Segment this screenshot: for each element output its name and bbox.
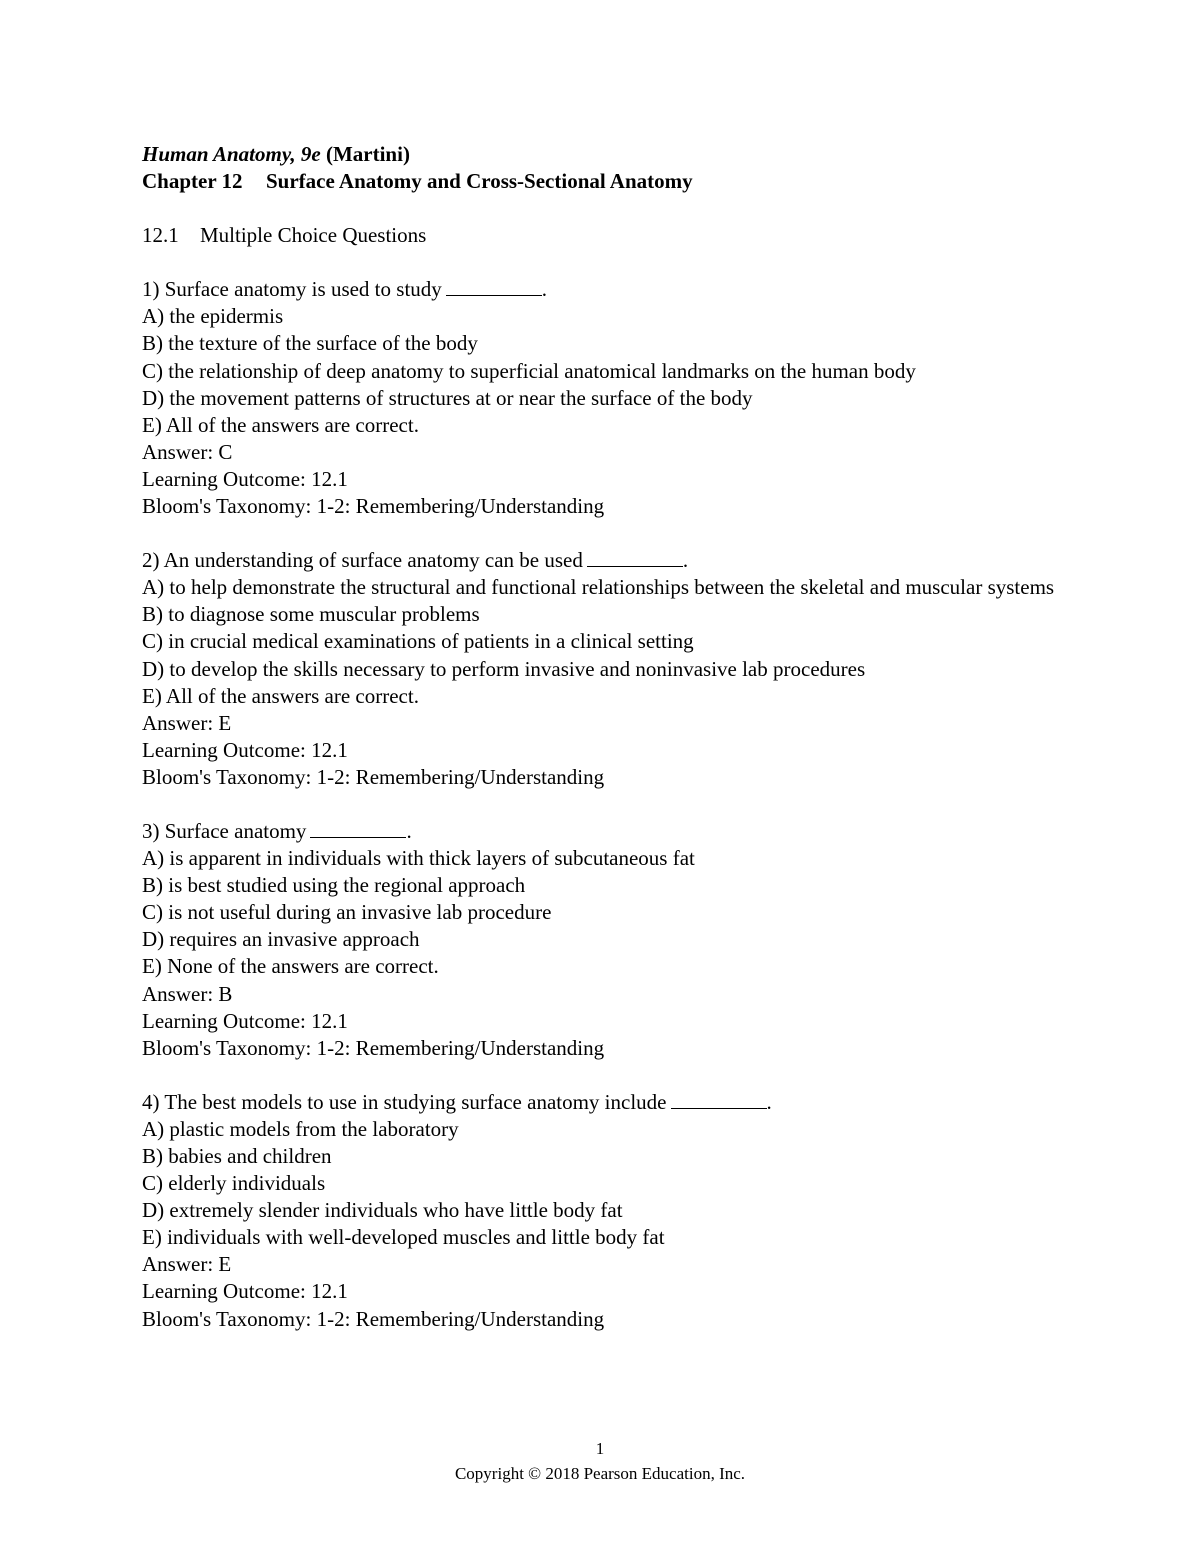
answer-line: Answer: E xyxy=(142,1252,232,1277)
option-c: C) elderly individuals xyxy=(142,1171,326,1196)
question-1 xyxy=(142,276,1072,520)
book-author: (Martini) xyxy=(325,142,410,166)
question-4 xyxy=(142,1089,1072,1333)
learning-outcome: Learning Outcome: 12.1 xyxy=(142,1279,348,1304)
option-c: C) in crucial medical examinations of patients in a clinical setting xyxy=(142,629,694,654)
option-a: A) plastic models from the laboratory xyxy=(142,1116,459,1141)
question-stem-text: 3) Surface anatomy xyxy=(142,818,307,843)
question-stem xyxy=(142,547,1072,574)
question-stem-text: 4) The best models to use in studying surface anatomy include xyxy=(142,1089,667,1114)
answer-blank xyxy=(671,1090,767,1109)
section-number: 12.1 xyxy=(142,223,179,248)
question-stem xyxy=(142,1089,1072,1116)
question-stem xyxy=(142,276,1072,303)
question-3 xyxy=(142,818,1072,1062)
question-stem-end: . xyxy=(541,277,548,302)
question-stem-end: . xyxy=(406,818,412,843)
chapter-heading xyxy=(142,168,1072,195)
learning-outcome: Learning Outcome: 12.1 xyxy=(142,737,348,762)
option-c: C) the relationship of deep anatomy to superficial anatomical landmarks on the human body xyxy=(142,358,916,383)
learning-outcome: Learning Outcome: 12.1 xyxy=(142,466,348,491)
blooms-taxonomy: Bloom's Taxonomy: 1-2: Remembering/Understanding xyxy=(142,764,605,789)
document-page xyxy=(142,141,1072,1333)
option-b: B) babies and children xyxy=(142,1144,332,1168)
answer-blank xyxy=(310,819,406,838)
option-b: B) to diagnose some muscular problems xyxy=(142,602,480,627)
option-a: A) to help demonstrate the structural and functional relationships between the skeletal and muscular systems xyxy=(142,575,1055,600)
blooms-taxonomy: Bloom's Taxonomy: 1-2: Remembering/Understanding xyxy=(142,494,605,519)
question-stem-text: 2) An understanding of surface anatomy can be used xyxy=(142,548,583,573)
answer-line: Answer: C xyxy=(142,439,233,464)
option-b: B) the texture of the surface of the body xyxy=(142,331,478,356)
option-b: B) is best studied using the regional approach xyxy=(142,873,526,898)
answer-blank xyxy=(587,548,683,567)
chapter-title: Surface Anatomy and Cross-Sectional Anatomy xyxy=(266,169,693,194)
blooms-taxonomy: Bloom's Taxonomy: 1-2: Remembering/Understanding xyxy=(142,1035,605,1060)
option-c: C) is not useful during an invasive lab procedure xyxy=(142,900,552,925)
option-d: D) requires an invasive approach xyxy=(142,927,420,952)
question-stem xyxy=(142,818,1072,845)
option-a: A) the epidermis xyxy=(142,304,284,329)
option-d: D) extremely slender individuals who have little body fat xyxy=(142,1198,623,1223)
question-stem-text: 1) Surface anatomy is used to study xyxy=(142,277,442,302)
blooms-taxonomy: Bloom's Taxonomy: 1-2: Remembering/Understanding xyxy=(142,1306,605,1331)
option-e: E) All of the answers are correct. xyxy=(142,412,419,437)
option-d: D) the movement patterns of structures at or near the surface of the body xyxy=(142,385,753,410)
section-heading xyxy=(142,222,1072,249)
question-stem-end: . xyxy=(766,1089,772,1114)
option-a: A) is apparent in individuals with thick layers of subcutaneous fat xyxy=(142,846,695,871)
book-title: Human Anatomy, 9e xyxy=(142,142,321,166)
question-stem-end: . xyxy=(682,548,689,573)
learning-outcome: Learning Outcome: 12.1 xyxy=(142,1008,348,1033)
answer-line: Answer: B xyxy=(142,981,233,1006)
answer-blank xyxy=(446,277,542,296)
option-d: D) to develop the skills necessary to perform invasive and noninvasive lab procedures xyxy=(142,656,866,681)
answer-line: Answer: E xyxy=(142,710,232,735)
option-e: E) None of the answers are correct. xyxy=(142,954,439,979)
option-e: E) individuals with well-developed muscles and little body fat xyxy=(142,1225,665,1250)
page-number: 1 xyxy=(595,1439,605,1458)
question-2 xyxy=(142,547,1072,791)
section-title: Multiple Choice Questions xyxy=(200,223,427,248)
chapter-number: Chapter 12 xyxy=(142,169,243,194)
book-heading xyxy=(142,141,1072,168)
copyright-notice: Copyright © 2018 Pearson Education, Inc. xyxy=(454,1464,746,1483)
option-e: E) All of the answers are correct. xyxy=(142,683,419,708)
